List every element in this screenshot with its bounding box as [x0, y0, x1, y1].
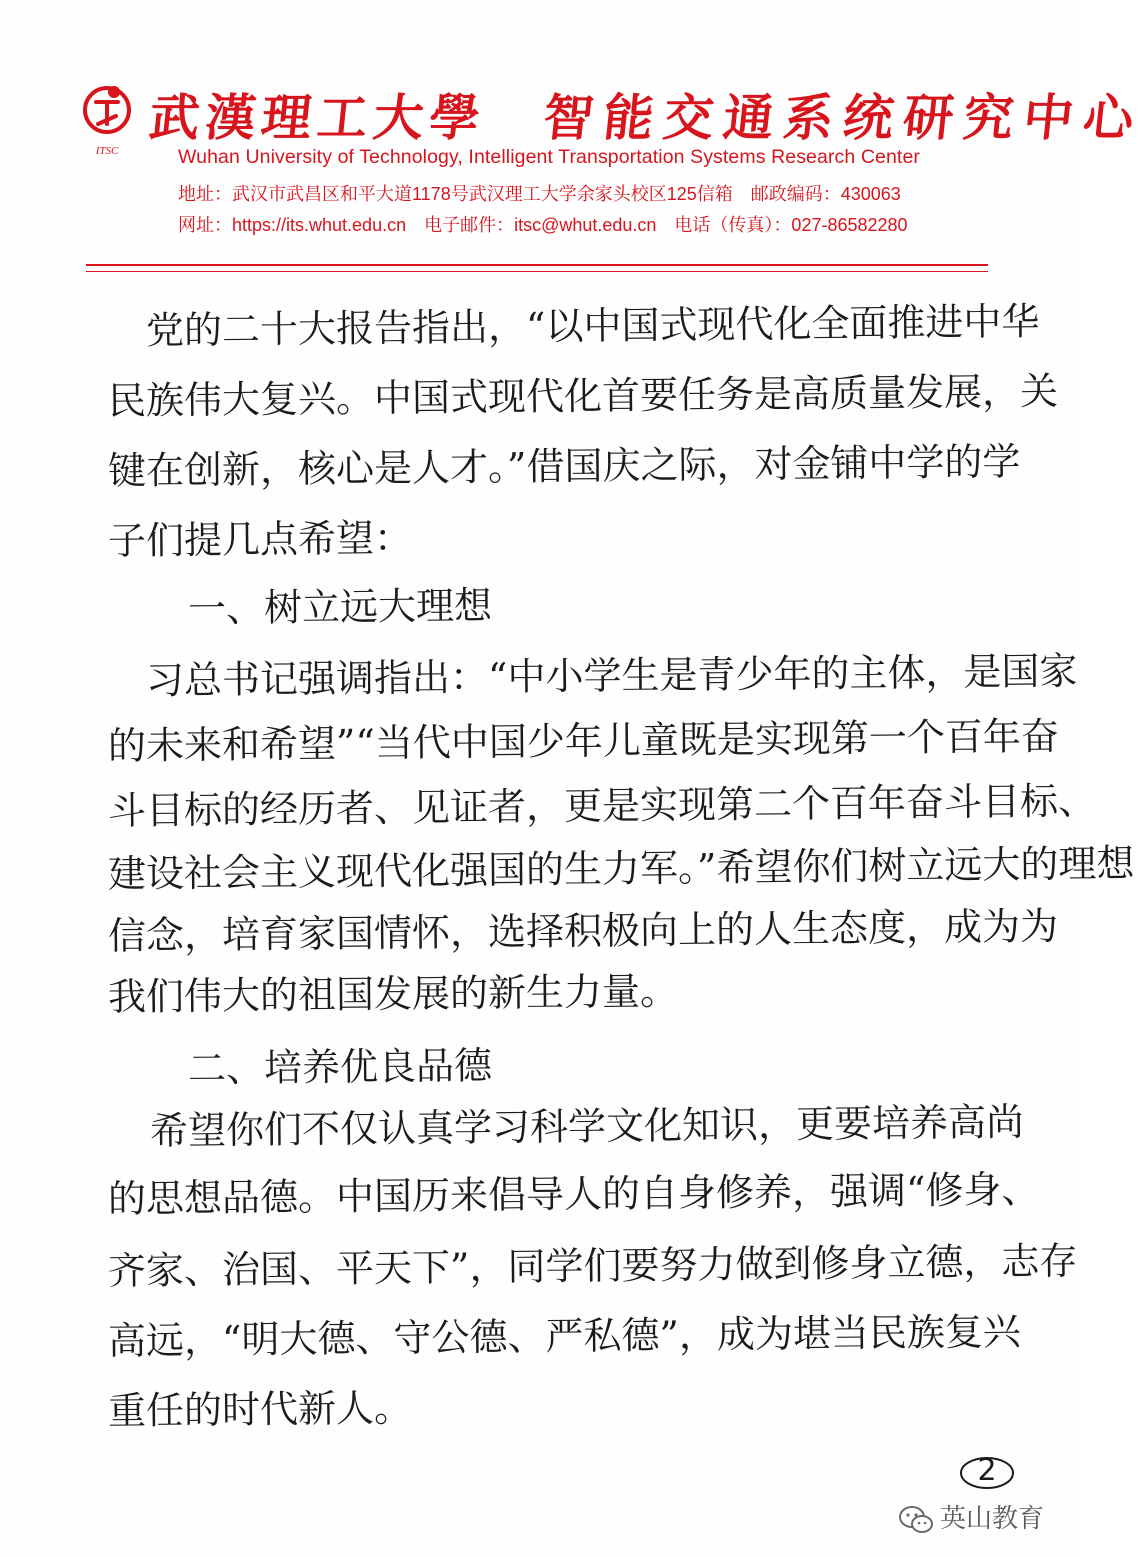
letter-heading: 一、树立远大理想	[149, 583, 493, 631]
address-line: 地址：武汉市武昌区和平大道1178号武汉理工大学余家头校区125信箱 邮政编码：430063	[178, 184, 901, 204]
logo-caption: ITSC	[95, 145, 119, 157]
letter-line: 党的二十大报告指出，“以中国式现代化全面推进中华	[107, 299, 1040, 353]
watermark	[898, 1498, 1044, 1534]
page-number-text: 2	[977, 1453, 997, 1488]
page-number	[958, 1455, 1016, 1491]
letterhead-title	[146, 78, 1147, 148]
letter-line: 子们提几点希望：	[107, 515, 413, 563]
header-divider	[86, 264, 988, 266]
letter-line: 重任的时代新人。	[107, 1385, 413, 1433]
letter-line: 民族伟大复兴。中国式现代化首要任务是高质量发展，关	[107, 369, 1059, 423]
letter-line: 斗目标的经历者、见证者，更是实现第二个百年奋斗目标、	[107, 778, 1097, 833]
center-name: 智能交通系统研究中心	[540, 88, 1147, 147]
itsc-logo-icon	[76, 80, 138, 158]
english-name: Wuhan University of Technology, Intelligent Transportation Systems Research Center	[178, 146, 920, 168]
contact-line: 网址：https://its.whut.edu.cn 电子邮件：itsc@whut.edu.cn 电话（传真）：027-86582280	[178, 215, 908, 235]
letter-line: 齐家、治国、平天下”，同学们要努力做到修身立德，志存	[107, 1238, 1078, 1293]
letter-line: 键在创新，核心是人才。”借国庆之际，对金铺中学的学	[107, 439, 1021, 493]
letter-heading: 二、培养优良品德	[149, 1043, 493, 1091]
letter-line: 的未来和希望”“当代中国少年儿童既是实现第一个百年奋	[107, 714, 1060, 768]
letter-line: 信念，培育家国情怀，选择积极向上的人生态度，成为为	[107, 904, 1059, 958]
header-divider-thin	[86, 271, 988, 272]
letter-line: 高远，“明大德、守公德、严私德”，成为堪当民族复兴	[107, 1309, 1022, 1363]
letter-line: 的思想品德。中国历来倡导人的自身修养，强调“修身、	[107, 1167, 1040, 1221]
letter-line: 我们伟大的祖国发展的新生力量。	[107, 969, 679, 1019]
letter-line: 建设社会主义现代化强国的生力军。”希望你们树立远大的理想	[107, 841, 1135, 896]
letter-line: 习总书记强调指出：“中小学生是青少年的主体，是国家	[107, 648, 1078, 703]
university-name: 武漢理工大學	[146, 88, 489, 147]
watermark-text: 英山教育	[940, 1504, 1045, 1534]
wechat-icon	[898, 1505, 934, 1535]
letter-line: 希望你们不仅认真学习科学文化知识，更要培养高尚	[149, 1099, 1025, 1153]
